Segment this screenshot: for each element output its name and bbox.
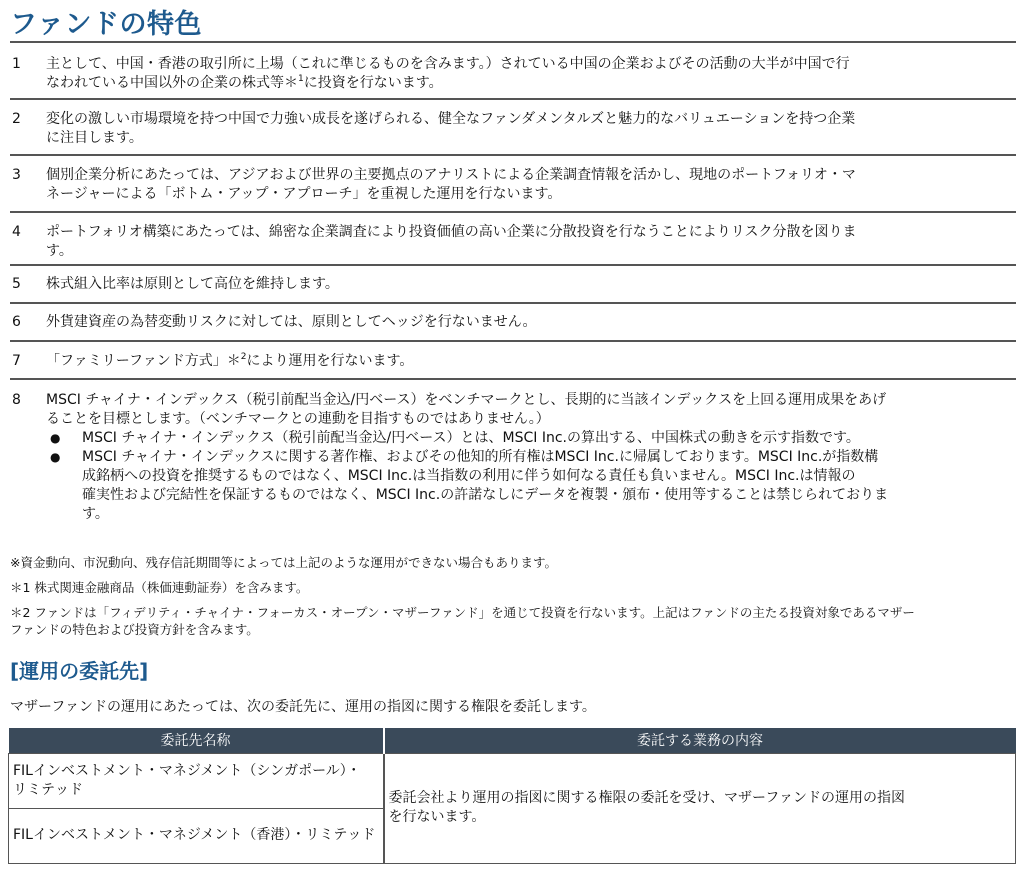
note-line: ＊2 ファンドは「フィデリティ・チャイナ・フォーカス・オープン・マザーファンド」を通じて投資を行ないます。上記はファンドの主たる投資対象であるマザー (10, 605, 915, 620)
feature-text: ポートフォリオ構築にあたっては、綿密な企業調査により投資価値の高い企業に分散投資を行なうことによりリスク分散を図りま す。 (46, 224, 857, 259)
table-header-row (9, 728, 1016, 753)
note-line: ※資金動向、市況動向、残存信託期間等によっては上記のような運用ができない場合もあります。 (10, 555, 557, 570)
feature-number: 5 (12, 276, 21, 292)
feature-number: 4 (12, 224, 21, 240)
feature-text: 株式組入比率は原則として高位を維持します。 (46, 276, 339, 292)
notes (10, 554, 1016, 638)
feature-text: 「ファミリーファンド方式」＊$^2$により運用を行ないます。 (46, 352, 414, 369)
table-row (9, 753, 1016, 808)
feature-text: 外貨建資産の為替変動リスクに対しては、原則としてヘッジを行ないません。 (46, 314, 537, 330)
feature-item-1 (10, 43, 1016, 100)
feature-item-4 (10, 213, 1016, 266)
feature-item-5 (10, 266, 1016, 304)
note-line: ＊1 株式関連金融商品（株価連動証券）を含みます。 (10, 580, 309, 595)
bullet-icon: ● (50, 431, 61, 445)
feature-item-3 (10, 156, 1016, 213)
section-intro: マザーファンドの運用にあたっては、次の委託先に、運用の指図に関する権限を委託します。 (10, 699, 596, 715)
section-title: [運用の委託先] (10, 659, 149, 683)
feature-item-2 (10, 100, 1016, 156)
bullet-icon: ● (50, 450, 61, 464)
feature-text: 変化の激しい市場環境を持つ中国で力強い成長を遂げられる、健全なファンダメンタルズと魅力的なバリュエーションを持つ企業 に注目します。 (46, 111, 856, 146)
feature-number: 8 (12, 392, 21, 408)
feature-item-6 (10, 304, 1016, 342)
note-line: ファンドの特色および投資方針を含みます。 (10, 622, 259, 637)
feature-number: 1 (12, 56, 21, 72)
feature-item-8 (10, 380, 1016, 543)
feature-number: 2 (12, 111, 21, 127)
table-cell-name: FILインベストメント・マネジメント（シンガポール）・ リミテッド (9, 753, 384, 808)
delegate-table (8, 728, 1016, 864)
feature-number: 3 (12, 167, 21, 183)
bullet-item: ● MSCI チャイナ・インデックスに関する著作権、およびその他知的所有権はMSCI Inc.に帰属しております。MSCI Inc.が指数構 成銘柄への投資を推奨するものではなく、MSCI Inc.は当指数の利用に伴う如何なる責任も負いません。MSCI Inc.は情報の 確実性および完結性を保証するものではなく、MSCI Inc.の許諾なしにデータを複製・頒布・使用等することは禁じられておりま す。 (46, 448, 1010, 524)
table-cell-task: 委託会社より運用の指図に関する権限の委託を受け、マザーファンドの運用の指図 を行ないます。 (384, 753, 1016, 863)
table-header: 委託する業務の内容 (384, 728, 1016, 753)
feature-text: MSCI チャイナ・インデックス（税引前配当金込/円ベース）をベンチマークとし、長期的に当該インデックスを上回る運用成果をあげ ることを目標とします。（ベンチマークとの連動を目指すものではありません。） ● MSCI チャイナ・インデックス（税引前配当金込/円ベース）とは、MSCI Inc.の算出する、中国株式の動きを示す指数です。 ● MSCI チャイナ・インデックスに関する著作権、およびその他知的所有権はMSCI Inc.に帰属しております。MSCI Inc.が指数構 成銘柄への投資を推奨するものではなく、MSCI Inc.は当指数の利用に伴う如何なる責任も負いません。MSCI Inc.は情報の 確実性および完結性を保証するものではなく、MSCI Inc.の許諾なしにデータを複製・頒布・使用等することは禁じられておりま す。 (10, 391, 1016, 543)
bullet-item: ● MSCI チャイナ・インデックス（税引前配当金込/円ベース）とは、MSCI Inc.の算出する、中国株式の動きを示す指数です。 (46, 429, 1010, 448)
feature-number: 6 (12, 314, 21, 330)
feature-text: 個別企業分析にあたっては、アジアおよび世界の主要拠点のアナリストによる企業調査情報を活かし、現地のポートフォリオ・マ ネージャーによる「ボトム・アップ・アプローチ」を重視した運用を行ないます。 (46, 167, 856, 202)
feature-text: 主として、中国・香港の取引所に上場（これに準じるものを含みます。）されている中国の企業およびその活動の大半が中国で行 なわれている中国以外の企業の株式等＊$^1$に投資を行ないます。 (46, 56, 850, 91)
features-list (10, 41, 1016, 543)
feature-item-7 (10, 342, 1016, 380)
table-cell-name: FILインベストメント・マネジメント（香港）・リミテッド (9, 808, 384, 863)
feature-number: 7 (12, 353, 21, 369)
page-title: ファンドの特色 (10, 9, 202, 40)
table-header: 委託先名称 (9, 728, 384, 753)
